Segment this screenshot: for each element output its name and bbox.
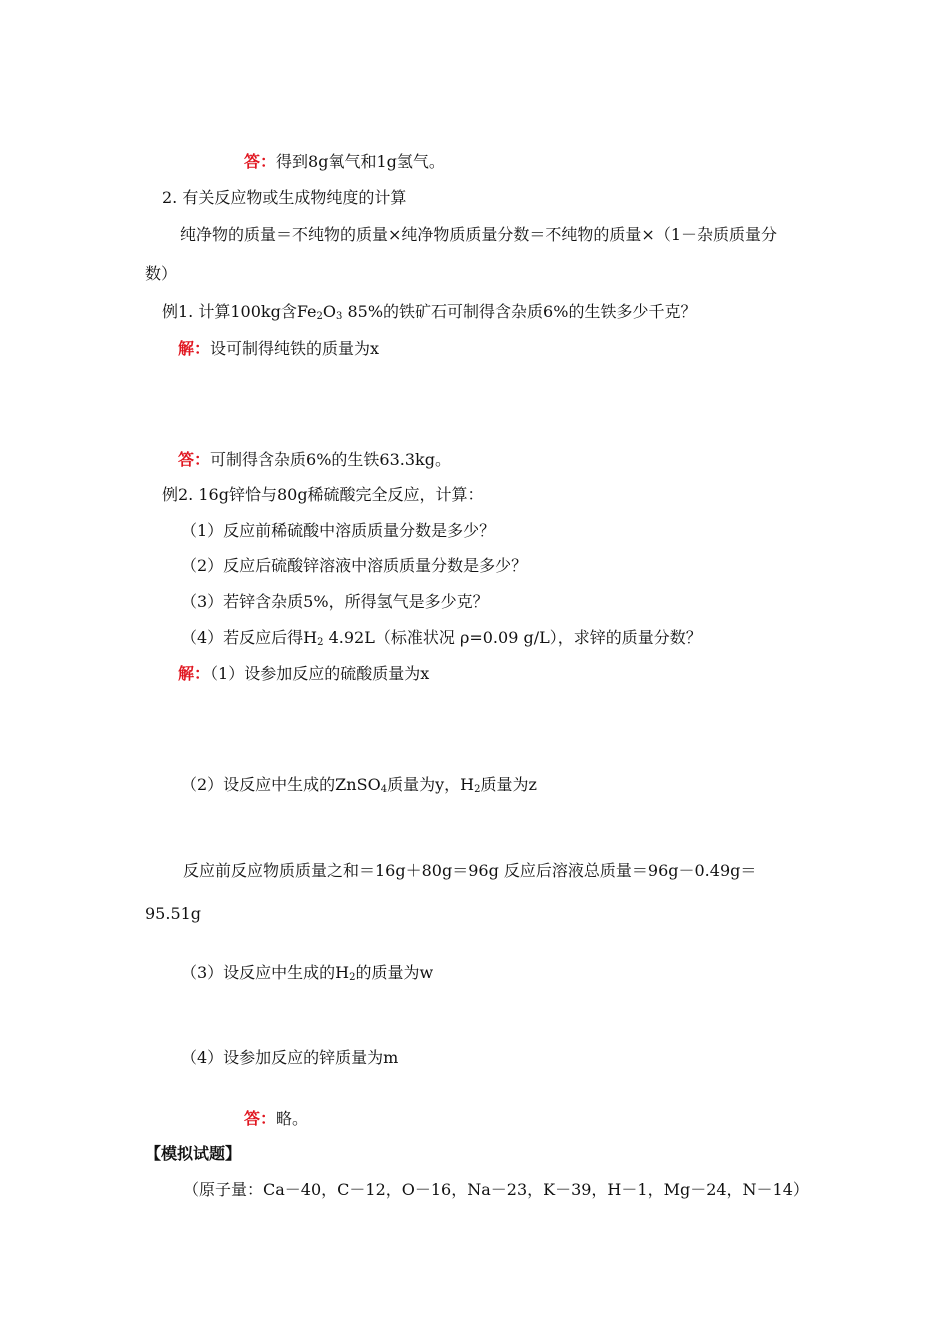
atomic-mass-note: （原子量：Ca－40，C－12，O－16，Na－23，K－39，H－1，Mg－24，N－14） xyxy=(183,1180,809,1199)
solution-text: 设可制得纯铁的质量为x xyxy=(210,339,380,358)
solution-2-text-c: 质量为z xyxy=(480,775,537,794)
section-heading-purity: 2. 有关反应物或生成物纯度的计算 xyxy=(162,188,407,207)
solution-2-text-b: 质量为y，H xyxy=(387,775,475,794)
solution-3-text-a: （3）设反应中生成的H xyxy=(181,963,350,982)
mock-exam-heading: 【模拟试题】 xyxy=(145,1144,242,1163)
question-4-text-b: 4.92L（标准状况 ρ=0.09 g/L），求锌的质量分数？ xyxy=(323,628,702,647)
answer-text: 略。 xyxy=(276,1109,309,1128)
answer-line-1 xyxy=(244,152,445,172)
subscript: 2 xyxy=(474,784,481,795)
example-1-answer xyxy=(178,450,451,470)
mass-calculation-line-1: 反应前反应物质质量之和＝16g＋80g＝96g 反应后溶液总质量＝96g－0.49g＝ xyxy=(183,861,757,880)
question-4-text-a: （4）若反应后得H xyxy=(181,628,318,647)
example-2-solution-2 xyxy=(181,775,537,795)
example-1-question xyxy=(162,302,696,322)
question-2: （2）反应后硫酸锌溶液中溶质质量分数是多少？ xyxy=(181,556,528,575)
example-2-solution-4: （4）设参加反应的锌质量为m xyxy=(181,1048,399,1067)
solution-3-text-b: 的质量为w xyxy=(355,963,434,982)
example-1-text-b: 85%的铁矿石可制得含杂质6%的生铁多少千克？ xyxy=(342,302,697,321)
question-4 xyxy=(181,628,702,648)
example-1-text-mid: O xyxy=(322,302,337,321)
final-answer xyxy=(244,1109,308,1129)
subscript: 4 xyxy=(380,784,388,795)
solution-2-text-a: （2）设反应中生成的ZnSO xyxy=(181,775,381,794)
answer-label: 答： xyxy=(244,1109,277,1128)
answer-label: 答： xyxy=(244,152,277,171)
example-2-solution-1 xyxy=(178,664,429,684)
example-1-solution xyxy=(178,339,379,359)
purity-formula-line-1: 纯净物的质量＝不纯物的质量×纯净物质质量分数＝不纯物的质量×（1－杂质质量分 xyxy=(180,225,777,244)
purity-formula-line-2: 数） xyxy=(145,264,178,283)
mass-calculation-line-2: 95.51g xyxy=(145,904,202,923)
example-1-text-a: 例1. 计算100kg含Fe xyxy=(162,302,317,321)
question-1: （1）反应前稀硫酸中溶质质量分数是多少？ xyxy=(181,521,496,540)
subscript: 2 xyxy=(349,972,356,983)
subscript: 2 xyxy=(316,311,323,322)
question-3: （3）若锌含杂质5%，所得氢气是多少克？ xyxy=(181,592,489,611)
subscript: 3 xyxy=(336,311,343,322)
solution-text: （1）设参加反应的硫酸质量为x xyxy=(210,664,430,683)
solution-label: 解： xyxy=(178,339,211,358)
subscript: 2 xyxy=(317,637,324,648)
answer-text: 得到8g氧气和1g氢气。 xyxy=(276,152,445,171)
example-2-question: 例2. 16g锌恰与80g稀硫酸完全反应，计算： xyxy=(162,485,484,504)
answer-label: 答： xyxy=(178,450,211,469)
answer-text: 可制得含杂质6%的生铁63.3kg。 xyxy=(210,450,451,469)
solution-label: 解： xyxy=(178,664,211,683)
example-2-solution-3 xyxy=(181,963,433,983)
